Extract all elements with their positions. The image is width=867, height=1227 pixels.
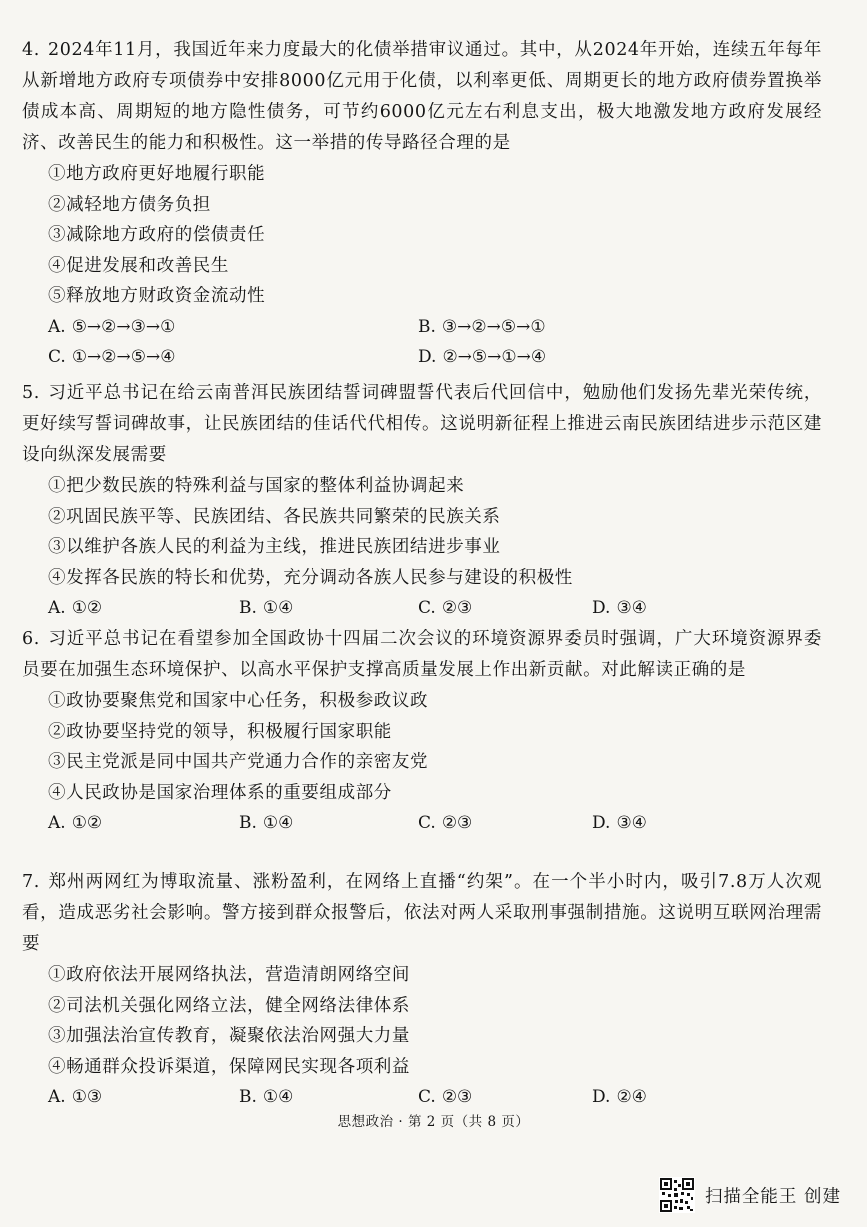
- question-4-choice-c[interactable]: [48, 342, 176, 372]
- question-6-item-3: ③民主党派是同中国共产党通力合作的亲密友党: [48, 752, 429, 772]
- question-6-item-2: ②政协要坚持党的领导，积极履行国家职能: [48, 721, 392, 742]
- question-7: [22, 867, 822, 1112]
- question-7-item-1: ①政府依法开展网络执法，营造清朗网络空间: [48, 965, 410, 985]
- question-7-choice-d[interactable]: [592, 1082, 647, 1112]
- question-4-choice-a[interactable]: [48, 312, 175, 342]
- choice-letter: C.: [418, 1087, 436, 1107]
- question-4-item-2: ②减轻地方债务负担: [48, 194, 211, 215]
- question-5-choice-d[interactable]: [592, 593, 647, 623]
- page-footer: 思想政治 · 第 2 页（共 8 页）: [337, 1114, 530, 1130]
- choice-letter: D.: [592, 598, 611, 618]
- question-6: [22, 624, 822, 838]
- question-7-choice-b[interactable]: [239, 1082, 293, 1112]
- choice-letter: A.: [48, 316, 66, 337]
- question-5-item-4: ④发挥各民族的特长和优势，充分调动各族人民参与建设的积极性: [48, 567, 573, 588]
- scanner-label: 扫描全能王 创建: [704, 1186, 841, 1207]
- choice-text: ②④: [616, 1087, 647, 1107]
- question-5-choice-b[interactable]: [239, 593, 293, 623]
- question-4-choices-row-1: [22, 312, 822, 342]
- question-4-item-4: ④促进发展和改善民生: [48, 255, 229, 276]
- question-6-text: 习近平总书记在看望参加全国政协十四届二次会议的环境资源界委员时强调，广大环境资源界委员要在加强生态环境保护、以高水平保护支撑高质量发展上作出新贡献。对此解读正确的是: [22, 629, 822, 680]
- choice-text: ③→②→⑤→①: [441, 316, 546, 337]
- choice-letter: A.: [48, 813, 66, 833]
- question-4-number: 4.: [22, 40, 40, 60]
- question-6-choice-b[interactable]: [239, 808, 293, 838]
- question-6-choice-d[interactable]: [592, 808, 647, 838]
- choice-letter: A.: [48, 598, 66, 618]
- choice-text: ①②: [71, 813, 103, 833]
- question-4-choices-row-2: [22, 342, 822, 372]
- choice-letter: B.: [239, 813, 257, 833]
- choice-text: ⑤→②→③→①: [71, 316, 176, 337]
- question-7-choice-a[interactable]: [48, 1082, 102, 1112]
- question-4-item-5: ⑤释放地方财政资金流动性: [48, 286, 266, 306]
- choice-letter: A.: [48, 1087, 66, 1107]
- choice-letter: D.: [592, 1087, 611, 1107]
- qr-code-icon: [659, 1177, 695, 1213]
- choice-letter: C.: [418, 813, 436, 833]
- question-7-choice-c[interactable]: [418, 1082, 472, 1112]
- question-4-item-1: ①地方政府更好地履行职能: [48, 164, 266, 184]
- question-5-item-1: ①把少数民族的特殊利益与国家的整体利益协调起来: [48, 476, 465, 496]
- question-7-choices-row: [22, 1082, 822, 1112]
- question-6-number: 6.: [22, 629, 40, 649]
- choice-text: ①②: [71, 598, 103, 618]
- question-6-item-4: ④人民政协是国家治理体系的重要组成部分: [48, 782, 392, 803]
- question-5: [22, 378, 822, 623]
- question-5-choice-a[interactable]: [48, 593, 102, 623]
- question-5-choice-c[interactable]: [418, 593, 472, 623]
- question-6-choices-row: [22, 808, 822, 838]
- question-7-item-4: ④畅通群众投诉渠道，保障网民实现各项利益: [48, 1056, 410, 1077]
- question-7-item-2: ②司法机关强化网络立法，健全网络法律体系: [48, 995, 410, 1016]
- choice-letter: B.: [418, 316, 436, 337]
- choice-text: ①③: [71, 1087, 103, 1107]
- choice-letter: B.: [239, 598, 257, 618]
- choice-text: ②③: [441, 598, 473, 618]
- question-5-choices-row: [22, 593, 822, 623]
- choice-text: ①→②→⑤→④: [71, 346, 176, 367]
- question-5-text: 习近平总书记在给云南普洱民族团结誓词碑盟誓代表后代回信中，勉励他们发扬先辈光荣传统，更好续写誓词碑故事，让民族团结的佳话代代相传。这说明新征程上推进云南民族团结进步示范区建设向纵深发展需要: [22, 383, 822, 465]
- question-4-text: 2024年11月，我国近年来力度最大的化债举措审议通过。其中，从2024年开始，连续五年每年从新增地方政府专项债券中安排8000亿元用于化债，以利率更低、周期更长的地方政府债券置换举债成本高、周期短的地方隐性债务，可节约6000亿元左右利息支出，极大地激发地方政府发展经济、改善民生的能力和积极性。这一举措的传导路径合理的是: [22, 40, 822, 153]
- choice-text: ①④: [262, 598, 294, 618]
- question-5-stem: [22, 378, 822, 471]
- question-6-choice-a[interactable]: [48, 808, 102, 838]
- choice-text: ③④: [616, 813, 647, 833]
- choice-letter: D.: [418, 346, 437, 367]
- scanner-watermark: [659, 1177, 841, 1213]
- choice-text: ③④: [616, 598, 647, 618]
- question-5-item-3: ③以维护各族人民的利益为主线，推进民族团结进步事业: [48, 537, 501, 557]
- choice-text: ①④: [262, 1087, 294, 1107]
- choice-letter: B.: [239, 1087, 257, 1107]
- choice-text: ②→⑤→①→④: [442, 346, 547, 367]
- choice-text: ②③: [441, 1087, 473, 1107]
- choice-letter: D.: [592, 813, 611, 833]
- question-6-stem: [22, 624, 822, 686]
- question-6-item-1: ①政协要聚焦党和国家中心任务，积极参政议政: [48, 691, 429, 711]
- question-4-item-3: ③减除地方政府的偿债责任: [48, 225, 266, 245]
- question-4-choice-b[interactable]: [418, 312, 546, 342]
- question-7-item-3: ③加强法治宣传教育，凝聚依法治网强大力量: [48, 1026, 410, 1046]
- choice-text: ②③: [441, 813, 473, 833]
- choice-letter: C.: [418, 598, 436, 618]
- question-6-choice-c[interactable]: [418, 808, 472, 838]
- question-7-text: 郑州两网红为博取流量、涨粉盈利，在网络上直播“约架”。在一个半小时内，吸引7.8万人次观看，造成恶劣社会影响。警方接到群众报警后，依法对两人采取刑事强制措施。这说明互联网治理需要: [22, 872, 822, 954]
- question-4-choice-d[interactable]: [418, 342, 546, 372]
- question-5-item-2: ②巩固民族平等、民族团结、各民族共同繁荣的民族关系: [48, 506, 501, 527]
- question-5-number: 5.: [22, 383, 40, 403]
- choice-text: ①④: [262, 813, 294, 833]
- choice-letter: C.: [48, 346, 66, 367]
- question-4-stem: [22, 35, 822, 159]
- question-7-number: 7.: [22, 872, 40, 892]
- question-7-stem: [22, 867, 822, 960]
- question-4: [22, 35, 822, 372]
